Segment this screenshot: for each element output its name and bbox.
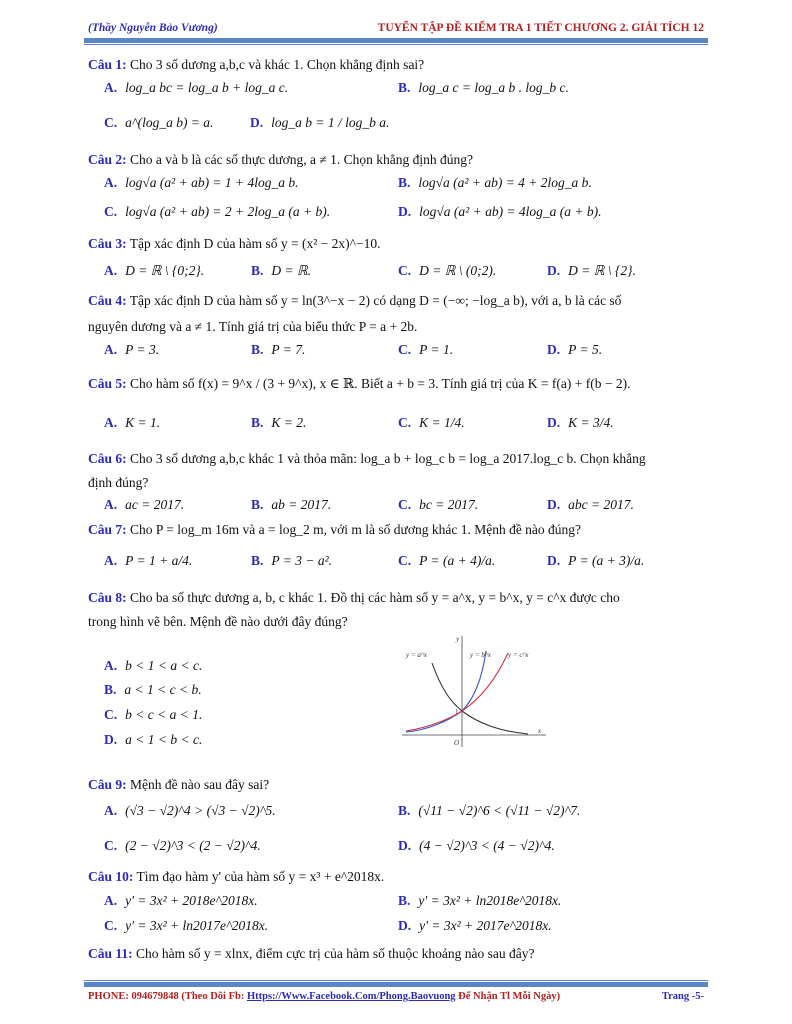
q6-option-c: C. bc = 2017. [398,497,479,512]
q7-option-c: C. P = (a + 4)/a. [398,553,496,568]
question-9 [88,776,704,794]
q1-option-c: C. a^(log_a b) = a. [104,115,214,130]
x-axis-label: x [538,727,542,735]
question-4-text: Tập xác định D của hàm số y = ln(3^−x − 2) có dạng D = (−∞; −log_a b), với a, b là các số [129,293,622,308]
question-10-text: Tìm đạo hàm y' của hàm số y = x³ + e^2018x. [136,869,385,884]
question-7-text: Cho P = log_m 16m và a = log_2 m, với m là số dương khác 1. Mệnh đề nào đúng? [130,522,582,537]
q1-option-d: D. log_a b = 1 / log_b a. [250,115,390,130]
q3-option-b: B. D = ℝ. [251,263,312,278]
question-11-text: Cho hàm số y = xlnx, điểm cực trị của hàm số thuộc khoảng nào sau đây? [136,946,535,961]
q6-option-a: A. ac = 2017. [104,497,185,512]
q5-option-c: C. K = 1/4. [398,415,465,430]
label-curve-a: y = a^x [406,651,427,659]
question-9-label: Câu 9: [88,777,127,792]
q10-option-b: B. y' = 3x² + ln2018e^2018x. [398,893,562,908]
q5-option-b: B. K = 2. [251,415,307,430]
q1-option-a: A. log_a bc = log_a b + log_a c. [104,80,289,95]
q2-option-c: C. log√a (a² + ab) = 2 + 2log_a (a + b). [104,204,331,219]
question-1 [88,56,704,74]
q5-option-d: D. K = 3/4. [547,415,614,430]
question-5-text: Cho hàm số f(x) = 9^x / (3 + 9^x), x ∈ ℝ. Biết a + b = 3. Tính giá trị của K = f(a) + f(b − 2). [130,376,631,391]
question-6-label: Câu 6: [88,451,127,466]
intercept-label: 1 [455,708,459,716]
q8-option-c: C. b < c < a < 1. [104,707,203,722]
q9-option-b: B. (√11 − √2)^6 < (√11 − √2)^7. [398,803,581,818]
footer-rule [84,982,708,987]
q8-option-b: B. a < 1 < c < b. [104,682,202,697]
question-4 [88,292,704,310]
question-8-text: Cho ba số thực dương a, b, c khác 1. Đồ thị các hàm số y = a^x, y = b^x, y = c^x được cho [130,590,620,605]
question-6-cont: định đúng? [88,475,149,490]
question-7-label: Câu 7: [88,522,127,537]
question-6 [88,450,704,468]
question-2-label: Câu 2: [88,152,127,167]
question-4-label: Câu 4: [88,293,127,308]
question-9-text: Mệnh đề nào sau đây sai? [130,777,270,792]
question-7 [88,521,704,539]
q7-option-b: B. P = 3 − a². [251,553,333,568]
header-rule [84,38,708,43]
footer-tail: Để Nhận Tl Mỗi Ngày) [455,991,561,1002]
question-3-text: Tập xác định D của hàm số y = (x² − 2x)^−10. [129,236,381,251]
question-6-text: Cho 3 số dương a,b,c khác 1 và thỏa mãn: log_a b + log_c b = log_a 2017.log_c b. Chọn khẳng [130,451,646,466]
origin-label: O [454,739,460,747]
question-8 [88,589,704,607]
q10-option-a: A. y' = 3x² + 2018e^2018x. [104,893,258,908]
q10-option-d: D. y' = 3x² + 2017e^2018x. [398,918,552,933]
facebook-link[interactable]: Https://Www.Facebook.Com/Phong.Baovuong [246,991,456,1002]
q7-option-d: D. P = (a + 3)/a. [547,553,645,568]
q2-option-a: A. log√a (a² + ab) = 1 + 4log_a b. [104,175,299,190]
question-11 [88,945,704,963]
q1-option-b: B. log_a c = log_a b . log_b c. [398,80,569,95]
page-number: Trang -5- [661,991,704,1002]
author-label: (Thầy Nguyễn Bảo Vương) [88,22,218,34]
question-3 [88,235,704,253]
question-8-cont: trong hình vẽ bên. Mệnh đề nào dưới đây đúng? [88,614,348,629]
question-2 [88,151,704,169]
question-5-label: Câu 5: [88,376,127,391]
footer-rule-thin [84,980,708,981]
footer-phone: PHONE: 094679848 (Theo Dõi Fb: [88,991,247,1002]
q6-option-d: D. abc = 2017. [547,497,634,512]
y-axis-label: y [456,635,460,643]
q8-option-d: D. a < 1 < b < c. [104,732,203,747]
label-curve-c: y = c^x [508,651,529,659]
q6-option-b: B. ab = 2017. [251,497,332,512]
q2-option-d: D. log√a (a² + ab) = 4log_a (a + b). [398,204,602,219]
q3-option-a: A. D = ℝ \ {0;2}. [104,263,205,278]
q4-option-b: B. P = 7. [251,342,306,357]
curve-c [406,653,508,731]
question-11-label: Câu 11: [88,946,133,961]
label-curve-b: y = b^x [470,651,491,659]
question-1-text: Cho 3 số dương a,b,c và khác 1. Chọn khẳng định sai? [130,57,425,72]
question-10 [88,868,704,886]
page-footer [88,991,704,1002]
curve-a [432,663,528,734]
q5-option-a: A. K = 1. [104,415,161,430]
q3-option-d: D. D = ℝ \ {2}. [547,263,636,278]
doc-title: TUYỂN TẬP ĐỀ KIỂM TRA 1 TIẾT CHƯƠNG 2. GIẢI TÍCH 12 [377,22,704,34]
exponential-graph [398,633,548,748]
q7-option-a: A. P = 1 + a/4. [104,553,193,568]
q4-option-d: D. P = 5. [547,342,603,357]
q4-option-a: A. P = 3. [104,342,160,357]
question-3-label: Câu 3: [88,236,127,251]
question-5 [88,375,704,393]
q9-option-c: C. (2 − √2)^3 < (2 − √2)^4. [104,838,261,853]
q3-option-c: C. D = ℝ \ (0;2). [398,263,497,278]
q2-option-b: B. log√a (a² + ab) = 4 + 2log_a b. [398,175,592,190]
question-10-label: Câu 10: [88,869,134,884]
q9-option-a: A. (√3 − √2)^4 > (√3 − √2)^5. [104,803,276,818]
q10-option-c: C. y' = 3x² + ln2017e^2018x. [104,918,269,933]
header-rule-thin [84,44,708,45]
question-8-label: Câu 8: [88,590,127,605]
question-1-label: Câu 1: [88,57,127,72]
q8-option-a: A. b < 1 < a < c. [104,658,203,673]
page-header [88,22,704,38]
q9-option-d: D. (4 − √2)^3 < (4 − √2)^4. [398,838,555,853]
question-2-text: Cho a và b là các số thực dương, a ≠ 1. Chọn khẳng định đúng? [130,152,474,167]
question-4-cont: nguyên dương và a ≠ 1. Tính giá trị của biểu thức P = a + 2b. [88,319,418,334]
q4-option-c: C. P = 1. [398,342,454,357]
